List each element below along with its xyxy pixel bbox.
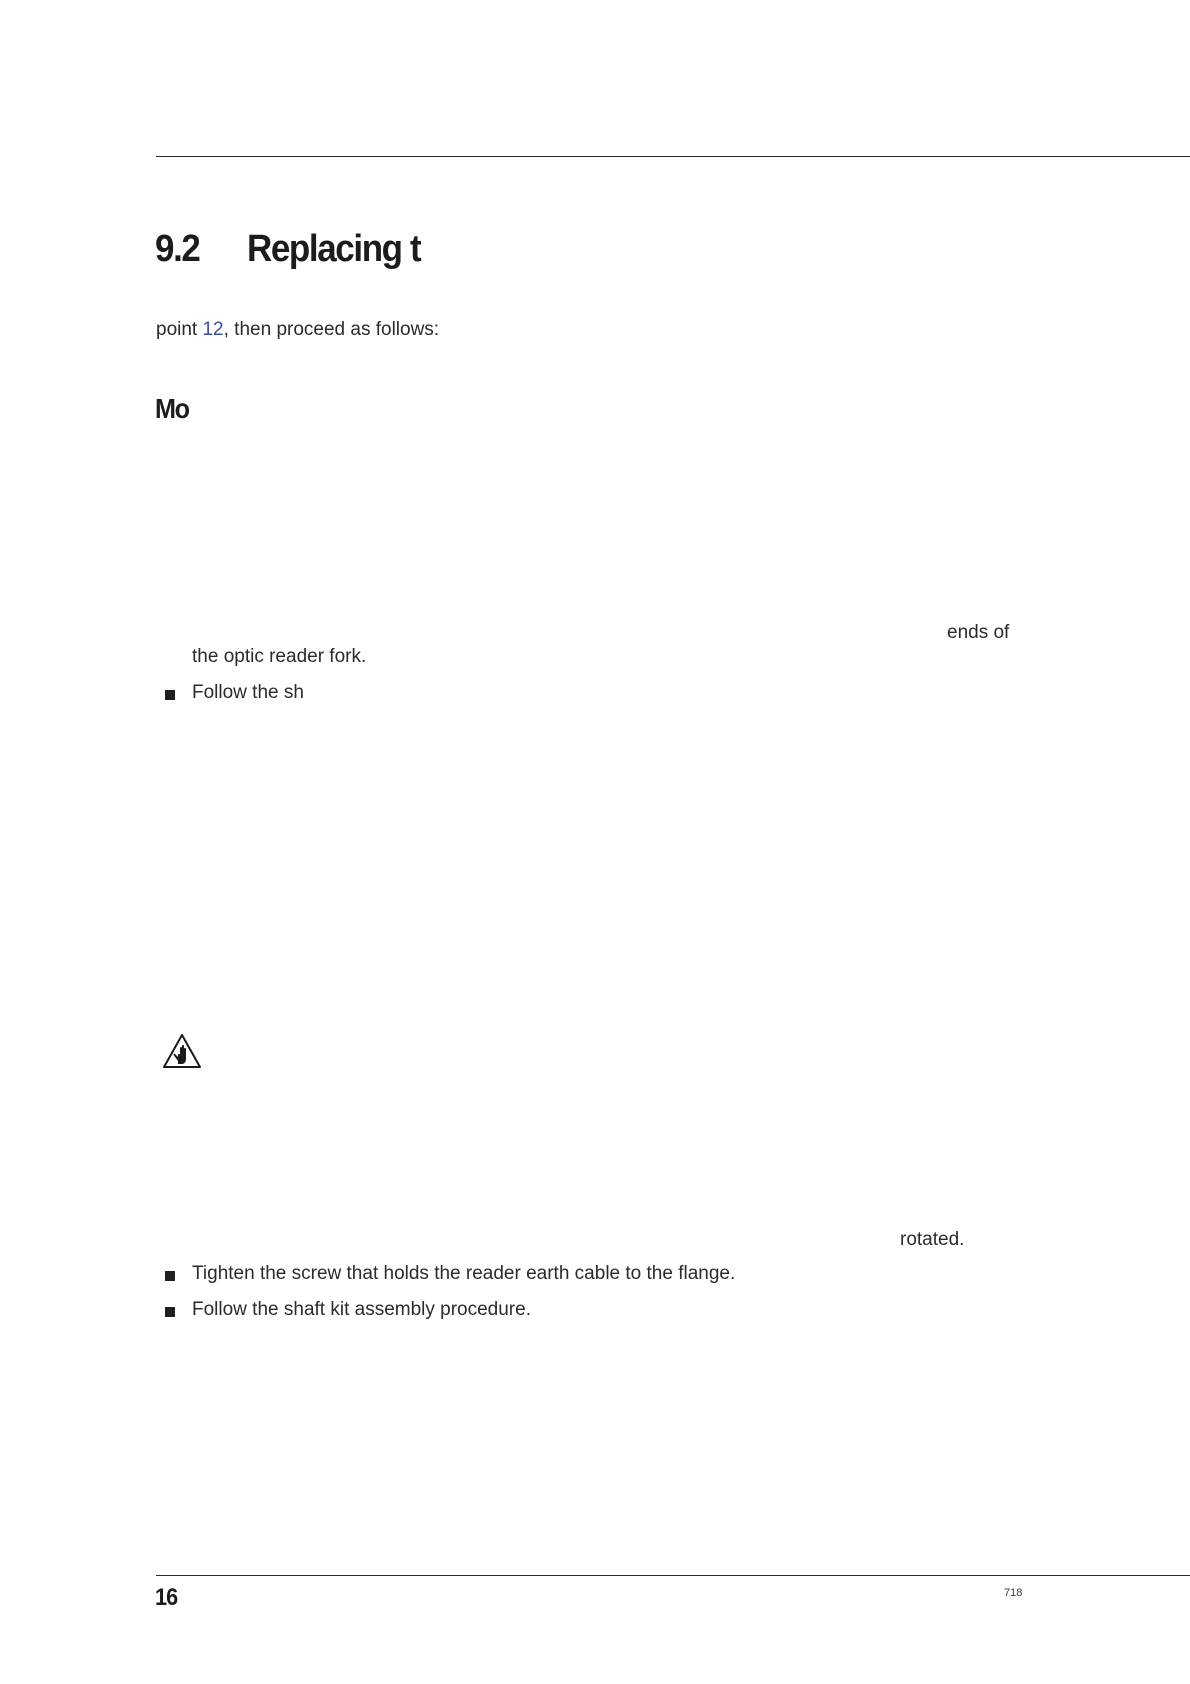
section-heading: [155, 228, 420, 271]
fragment-ends-of: ends of: [947, 622, 1010, 643]
intro-suffix: , then proceed as follows:: [223, 319, 440, 340]
bullet-marker: [165, 690, 175, 700]
header-rule: [156, 156, 1190, 157]
section-number: 9.2: [155, 228, 200, 270]
bullet-marker: [165, 1307, 175, 1317]
fragment-optic-fork: the optic reader fork.: [192, 646, 367, 667]
intro-paragraph: [156, 319, 439, 341]
footer-rule: [156, 1575, 1190, 1576]
intro-link[interactable]: 12: [202, 319, 224, 340]
bullet-item: Follow the sh: [192, 682, 304, 703]
bullet-item: Tighten the screw that holds the reader earth cable to the flange.: [192, 1263, 736, 1284]
fragment-rotated: rotated.: [900, 1229, 965, 1250]
bullet-marker: [165, 1271, 175, 1281]
intro-prefix: point: [156, 319, 203, 340]
section-title: Replacing t: [247, 228, 421, 270]
warning-hand-icon: [162, 1033, 202, 1069]
bullet-item: Follow the shaft kit assembly procedure.: [192, 1299, 531, 1320]
document-code: 718: [1004, 1587, 1023, 1599]
page-number: 16: [155, 1584, 178, 1611]
subheading: Mo: [155, 393, 189, 424]
